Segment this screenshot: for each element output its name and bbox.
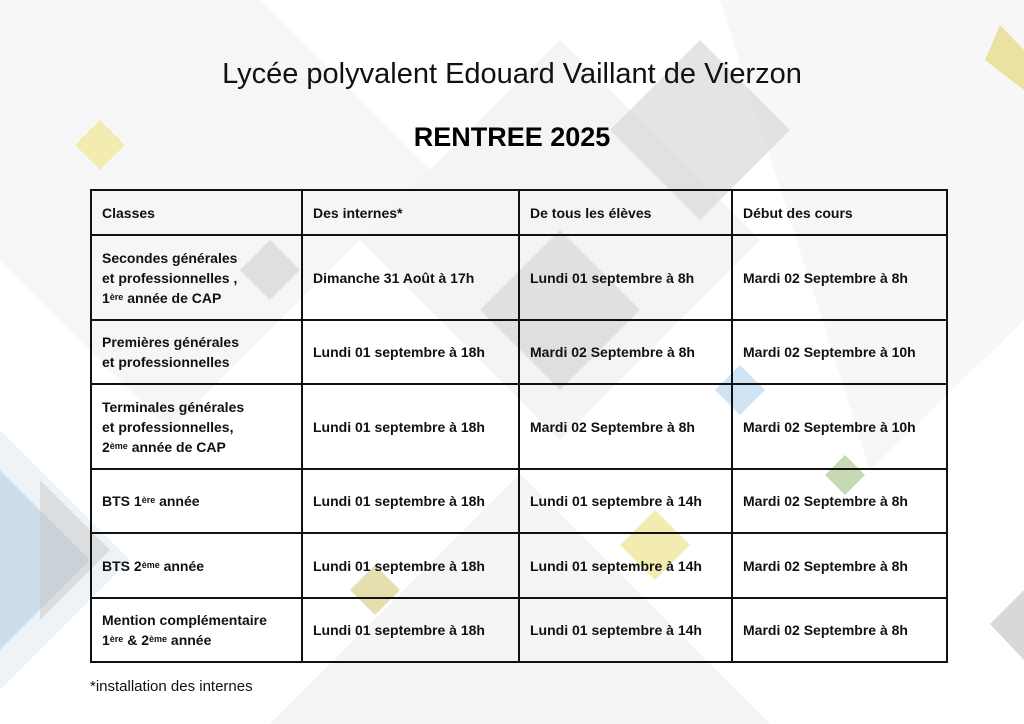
class-label-text: 1: [102, 289, 110, 306]
class-label-text: & 2: [123, 632, 149, 648]
class-label-line: [102, 332, 291, 352]
ordinal-superscript: ère: [109, 634, 124, 644]
class-label-text: 2: [102, 438, 110, 455]
cours-cell: Mardi 02 Septembre à 10h: [732, 320, 947, 384]
table-row: [91, 469, 947, 533]
class-label-text: année: [155, 493, 200, 509]
footnote: *installation des internes: [90, 678, 253, 695]
class-label-line: [102, 491, 291, 511]
class-label-line: [102, 397, 291, 417]
class-cell: [91, 469, 302, 533]
class-label-text: Secondes générales: [102, 249, 238, 266]
class-label-text: Mention complémentaire: [102, 612, 267, 628]
table-row: [91, 533, 947, 598]
tous-cell: Mardi 02 Septembre à 8h: [519, 384, 732, 469]
class-cell: [91, 320, 302, 384]
cours-cell: Mardi 02 Septembre à 8h: [732, 235, 947, 320]
column-header-classes: Classes: [91, 190, 302, 235]
internes-cell: Lundi 01 septembre à 18h: [302, 469, 519, 533]
class-cell: [91, 235, 302, 320]
class-label-text: année de CAP: [123, 289, 222, 306]
class-label-text: Premières générales: [102, 334, 239, 350]
class-label-line: [102, 417, 291, 437]
table-header-row: [91, 190, 947, 235]
ordinal-superscript: ème: [149, 634, 168, 644]
tous-cell: Lundi 01 septembre à 14h: [519, 598, 732, 662]
class-cell: [91, 533, 302, 598]
ordinal-superscript: ème: [109, 440, 128, 451]
schedule-table: [90, 189, 948, 663]
class-label-text: et professionnelles: [102, 354, 230, 370]
tous-cell: Mardi 02 Septembre à 8h: [519, 320, 732, 384]
table-row: [91, 598, 947, 662]
cours-cell: Mardi 02 Septembre à 8h: [732, 533, 947, 598]
page-title: RENTREE 2025: [413, 122, 611, 152]
cours-cell: Mardi 02 Septembre à 8h: [732, 469, 947, 533]
class-label-line: [102, 352, 291, 372]
internes-cell: Dimanche 31 Août à 17h: [302, 235, 519, 320]
tous-cell: Lundi 01 septembre à 14h: [519, 469, 732, 533]
internes-cell: Lundi 01 septembre à 18h: [302, 320, 519, 384]
class-label-text: 1: [102, 632, 110, 648]
class-label-line: [102, 248, 291, 268]
cours-cell: Mardi 02 Septembre à 8h: [732, 598, 947, 662]
class-label-text: année: [167, 632, 212, 648]
class-cell: [91, 598, 302, 662]
class-label-text: et professionnelles,: [102, 418, 234, 435]
internes-cell: Lundi 01 septembre à 18h: [302, 384, 519, 469]
internes-cell: Lundi 01 septembre à 18h: [302, 598, 519, 662]
class-label-line: [102, 288, 291, 308]
table-row: [91, 320, 947, 384]
class-label-text: année de CAP: [127, 438, 226, 455]
tous-cell: Lundi 01 septembre à 14h: [519, 533, 732, 598]
class-label-line: [102, 437, 291, 457]
table-row: [91, 384, 947, 469]
school-name: Lycée polyvalent Edouard Vaillant de Vierzon: [222, 58, 802, 90]
table-row: [91, 235, 947, 320]
column-header-debut: Début des cours: [732, 190, 947, 235]
tous-cell: Lundi 01 septembre à 8h: [519, 235, 732, 320]
column-header-tous: De tous les élèves: [519, 190, 732, 235]
class-label-line: [102, 268, 291, 288]
ordinal-superscript: ère: [141, 495, 156, 505]
class-cell: [91, 384, 302, 469]
ordinal-superscript: ème: [141, 559, 160, 570]
class-label-text: année: [159, 557, 205, 574]
ordinal-superscript: ère: [109, 291, 124, 302]
column-header-internes: Des internes*: [302, 190, 519, 235]
class-label-line: [102, 630, 291, 650]
cours-cell: Mardi 02 Septembre à 10h: [732, 384, 947, 469]
class-label-text: BTS 1: [102, 493, 142, 509]
class-label-text: BTS 2: [102, 557, 142, 574]
class-label-text: Terminales générales: [102, 398, 245, 415]
internes-cell: Lundi 01 septembre à 18h: [302, 533, 519, 598]
class-label-line: [102, 556, 291, 576]
class-label-line: [102, 610, 291, 630]
class-label-text: et professionnelles ,: [102, 269, 238, 286]
